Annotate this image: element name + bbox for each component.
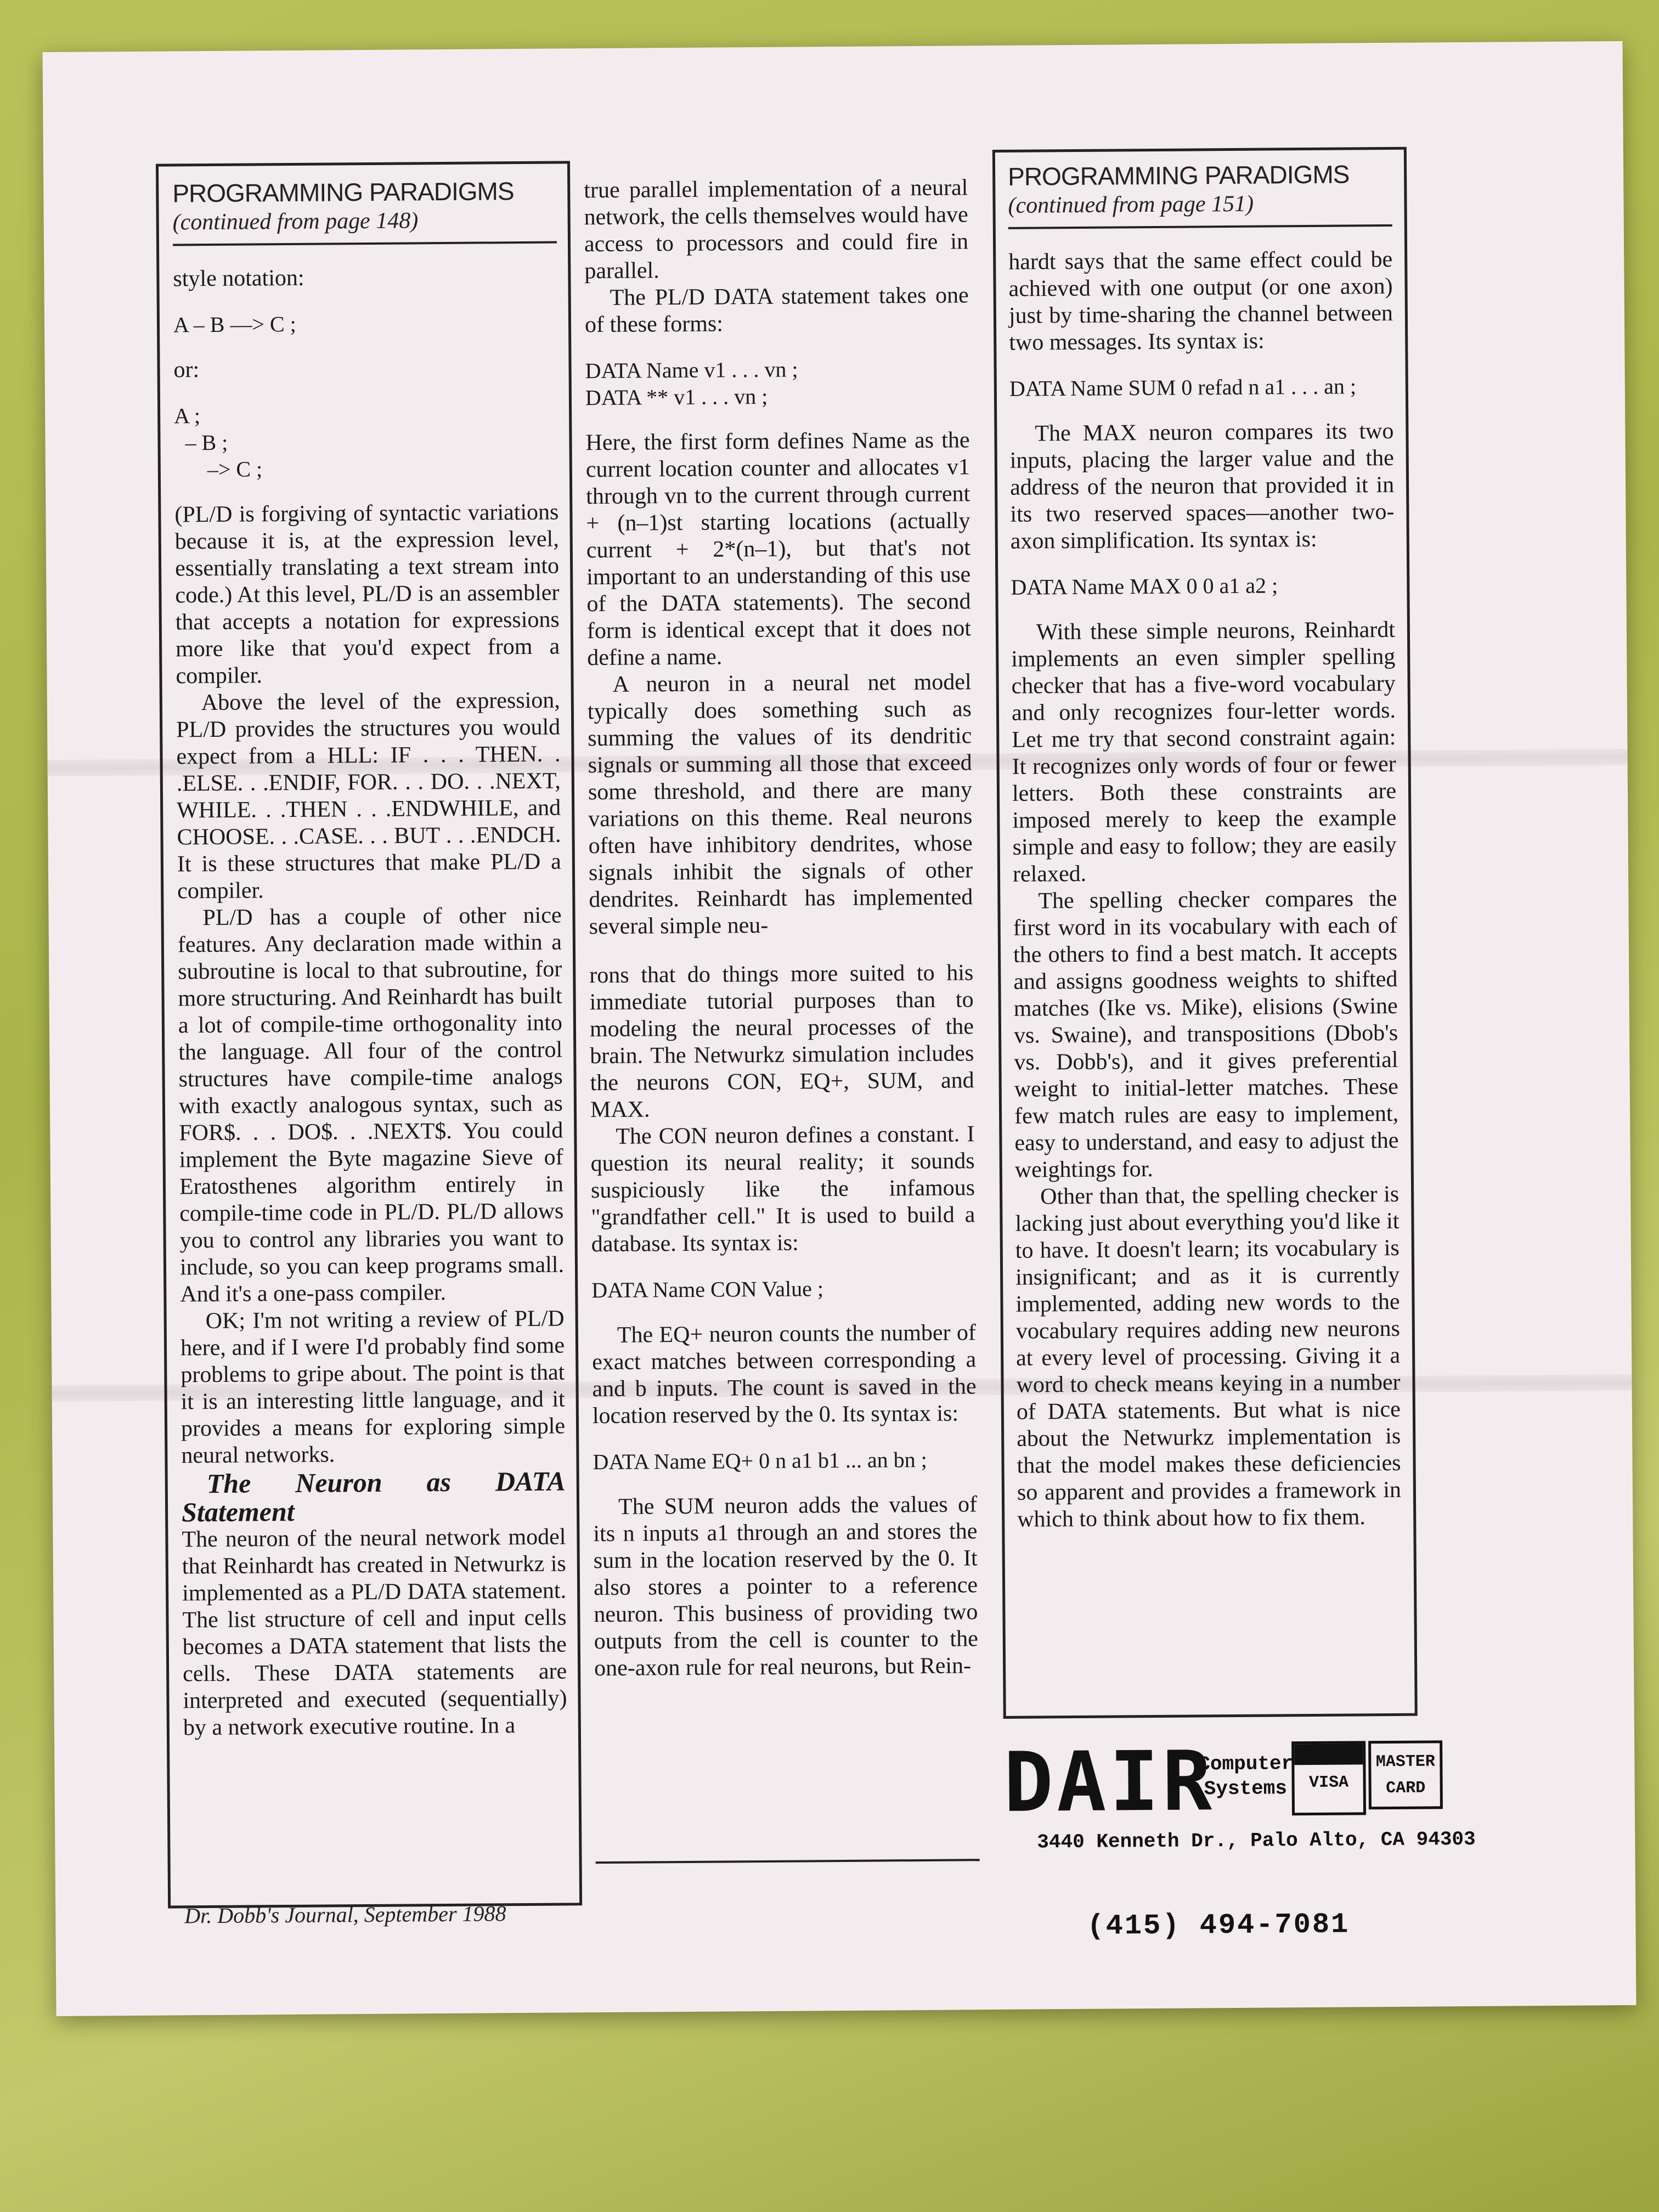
magazine-page (43, 41, 1637, 2016)
ad-computer-label: Computer (1198, 1752, 1294, 1776)
paragraph: style notation: (173, 265, 304, 292)
paragraph: (PL/D is forgiving of syntactic variations because it is, at the expression level, essentially translating a text stream into code.) At this level, PL/D is an assembler that accepts a notation for expressions more like that you'd expect from a compiler. (174, 499, 560, 689)
code-sample: A – B —> C ; (173, 311, 296, 337)
paragraph: The SUM neuron adds the values of its n inputs a1 through an and stores the sum in the location reserved by the 0. It also stores a pointer to a reference neuron. This business of providing two outputs from the cell is counter to the one-axon rule for real neurons, but Rein- (593, 1492, 978, 1681)
paragraph: rons that do things more suited to his immediate tutorial purposes than to modeling the neural processes of the brain. The Netwurkz simulation includes the neurons CON, EQ+, SUM, and MAX. (589, 960, 974, 1123)
paragraph: The PL/D DATA statement takes one of these forms: (584, 283, 969, 338)
subheading: The Neuron as DATA Statement (181, 1465, 566, 1528)
paragraph: PL/D has a couple of other nice features. Any declaration made within a subroutine is local to that subroutine, for more structuring. And Reinhardt has built a lot of compile-time orthogonality into the language. All four of the control structures have compile-time analogs with exactly analogous syntax, such as FOR$. . . DO$. . .NEXT$. You could implement the Byte magazine Sieve of Eratosthenes algorithm entirely in compile-time code in PL/D. PL/D allows you to control any libraries you want to include, so you can keep programs small. And it's a one-pass compiler. (177, 902, 565, 1307)
ad-phone: (415) 494-7081 (1087, 1908, 1350, 1943)
paragraph: hardt says that the same effect could be achieved with one output (or one axon) just by time-sharing the channel between two messages. Its syntax is: (1008, 246, 1393, 356)
paragraph: The spelling checker compares the first word in its vocabulary with each of the others to find a best match. It accepts and assigns goodness weights to shifted matches (Ike vs. Mike), elisions (Swine vs. Swaine), and transpositions (Dbob's vs. Dobb's), and it gives preferential weight to initial-letter matches. These few match rules are easy to implement, easy to understand, and easy to adjust the weightings for. (1013, 885, 1399, 1183)
continued-note: (continued from page 148) (172, 208, 419, 235)
paragraph: A neuron in a neural net model typically does something such as summing the values of its dendritic signals or summing all those that exceed some threshold, and there are many variations on this theme. Real neurons often have inhibitory dendrites, whose signals inhibit the signals of other dendrites. Reinhardt has implemented several simple neu- (587, 669, 973, 940)
paragraph: With these simple neurons, Reinhardt implements an even simpler spelling checker that has a five-word vocabulary and only recognizes four-letter words. Let me try that second constraint again: It recognizes only words of four or fewer letters. Both these constraints are imposed merely to keep the example simple and easy to follow; they are easily relaxed. (1011, 617, 1397, 887)
mastercard-card (1368, 1740, 1443, 1809)
ad-systems-label: Systems (1204, 1777, 1288, 1801)
visa-card (1291, 1741, 1366, 1815)
code-sample: DATA Name EQ+ 0 n a1 b1 ... an bn ; (592, 1447, 927, 1475)
visa-label: VISA (1308, 1773, 1349, 1793)
paragraph: The MAX neuron compares its two inputs, placing the larger value and the address of the neuron that provided it in its two reserved spaces—another two-axon simplification. Its syntax is: (1009, 418, 1395, 554)
middle-column (584, 174, 978, 1682)
mastercard-label-2: CARD (1386, 1779, 1426, 1798)
journal-footer: Dr. Dobb's Journal, September 1988 (184, 1901, 506, 1928)
dair-logo: DAIR (1003, 1734, 1216, 1831)
paragraph: OK; I'm not writing a review of PL/D here, and if I were I'd probably find some problems to gripe about. The point is that it is an interesting little language, and it provides a means for exploring simple neural networks. (180, 1306, 566, 1469)
middle-bottom-rule (596, 1859, 980, 1864)
paragraph: true parallel implementation of a neural network, the cells themselves would have access to processors and could fire in parallel. (584, 175, 969, 284)
right-column (1008, 161, 1401, 1533)
paragraph: Other than that, the spelling checker is lacking just about everything you'd like it to have. It doesn't learn; its vocabulary is insignificant; and as it is currently implemented, adding new words to the vocabulary requires adding new neurons at every level of processing. Giving it a word to check means keying in a number of DATA statements. But what is nice about the Netwurkz implementation is that the model makes these deficiencies so apparent and provides a framework in which to think about how to fix them. (1015, 1181, 1402, 1532)
paragraph: The neuron of the neural network model that Reinhardt has created in Netwurkz is implemented as a PL/D DATA statement. The list structure of cell and input cells becomes a DATA statement that lists the cells. These DATA statements are interpreted and executed (sequentially) by a network executive routine. In a (182, 1524, 567, 1741)
mastercard-label-1: MASTER (1375, 1752, 1435, 1772)
code-sample: A ; – B ; –> C ; (174, 403, 263, 482)
paragraph: Here, the first form defines Name as the current location counter and allocates v1 through vn to the current through current + (n–1)st starting locations (actually current + 2*(n–1), but that's not important to an understanding of this use of the DATA statements). The second form is identical except that it does not define a name. (585, 427, 972, 671)
code-sample: DATA Name SUM 0 refad n a1 . . . an ; (1009, 374, 1357, 401)
paragraph: or: (173, 357, 200, 383)
code-sample: DATA Name CON Value ; (591, 1276, 824, 1303)
paragraph: The CON neuron defines a constant. I question its neural reality; it sounds suspiciously like the infamous "grandfather cell." It is used to build a database. Its syntax is: (590, 1121, 975, 1257)
code-sample: DATA Name v1 . . . vn ; DATA ** v1 . . . vn ; (585, 357, 798, 410)
continued-note: (continued from page 151) (1008, 191, 1254, 218)
paragraph: Above the level of the expression, PL/D provides the structures you would expect from a HLL: IF . . . THEN. . .ELSE. . .ENDIF, FOR. . . DO. . .NEXT, WHILE. . .THEN . . .ENDWHILE, and CHOOSE. . .CASE. . . BUT . . .ENDCH. It is these structures that make PL/D a compiler. (176, 687, 562, 904)
code-sample: DATA Name MAX 0 0 a1 a2 ; (1011, 573, 1278, 600)
left-column (172, 178, 567, 1742)
section-header: PROGRAMMING PARADIGMS (1007, 160, 1350, 191)
divider (1008, 224, 1392, 229)
section-header: PROGRAMMING PARADIGMS (172, 177, 514, 208)
ad-address: 3440 Kenneth Dr., Palo Alto, CA 94303 (1037, 1827, 1476, 1854)
paragraph: The EQ+ neuron counts the number of exact matches between corresponding a and b inputs. The count is saved in the location reserved by the 0. Its syntax is: (592, 1320, 977, 1429)
divider (173, 241, 557, 246)
visa-card-stripe (1294, 1743, 1363, 1765)
